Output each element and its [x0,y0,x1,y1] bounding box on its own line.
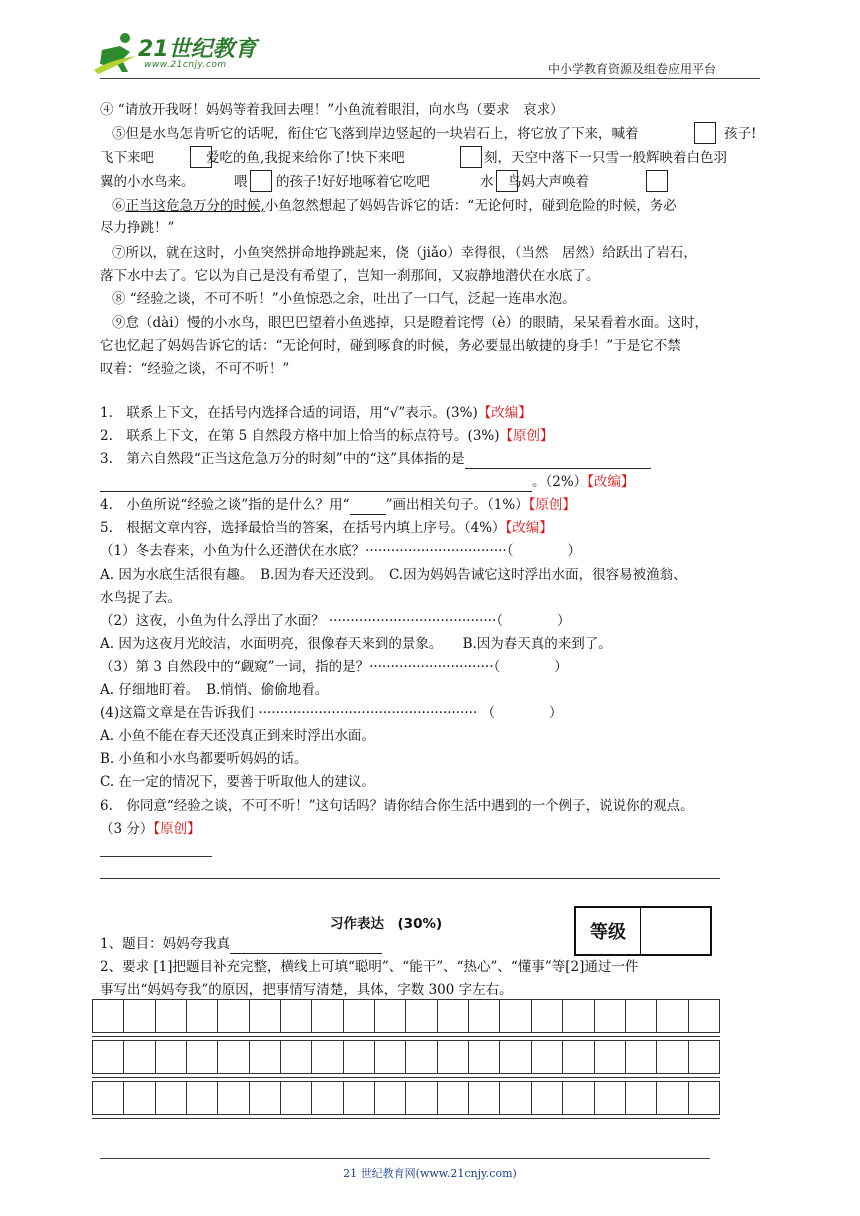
footer-rule [100,1158,710,1159]
paragraph-5-line-2c: 刻，天空中落下一只雪一般辉映着白色羽 [484,150,727,166]
question-2-tag: 【原创】 [499,428,554,444]
paragraph-4: ④ “请放开我呀！妈妈等着我回去哩！”小鱼流着眼泪，向水鸟（要求 哀求） [100,102,564,118]
writing-grid-2[interactable] [92,1040,720,1074]
question-1: 1. 联系上下文，在括号内选择合适的词语，用“√”表示。(3%)【改编】 [100,405,532,421]
question-6-line-2: （3 分）【原创】 [100,821,201,837]
footer-text: 21 世纪教育网(www.21cnjy.com) [343,1167,517,1180]
writing-requirement-line-2: 事写出“妈妈夸我”的原因，把事情写清楚，具体，字数 300 字左右。 [100,982,513,998]
question-5-4-option-c: C. 在一定的情况下，要善于听取他人的建议。 [100,774,375,790]
writing-grid-3[interactable] [92,1081,720,1115]
paragraph-5-line-3a: 翼的小水鸟来。 [100,174,195,190]
writing-title: 习作表达 (30%) [330,916,443,932]
logo-text: 21世纪教育 [138,37,257,62]
paragraph-7-line-2: 落下水中去了。它以为自己是没有希望了，岂知一刹那间，又寂静地潜伏在水底了。 [100,268,600,284]
writing-topic: 1、题目：妈妈夸我真 [100,934,382,954]
punctuation-box-6[interactable] [646,170,668,192]
answer-blank-q3b[interactable] [100,477,532,492]
question-6-tag: 【原创】 [153,821,201,837]
grid-gap-rule-2 [92,1077,720,1078]
question-5: 5. 根据文章内容，选择最恰当的答案，在括号内填上序号。（4%）【改编】 [100,520,553,536]
punctuation-box-3[interactable] [460,146,482,168]
platform-name: 中小学教育资源及组卷应用平台 [548,62,717,76]
grid-row [93,1000,719,1032]
paragraph-9-line-3: 叹着：“经验之谈，不可不听！” [100,361,290,377]
question-5-4-option-b: B. 小鱼和小水鸟都要听妈妈的话。 [100,751,308,767]
underline-sample [350,500,386,515]
paragraph-5-line-3d: 水 [480,174,494,190]
paragraph-8: ⑧ “经验之谈，不可不听！”小鱼惊恐之余，吐出了一口气，泛起一连串水泡。 [112,291,576,307]
punctuation-box-1[interactable] [694,122,716,144]
paragraph-9-line-1: ⑨怠（dài）慢的小水鸟，眼巴巴望着小鱼逃掉，只是瞪着诧愕（è）的眼睛，呆呆看着水面。这时， [112,315,708,331]
paragraph-5-line-2a: 飞下来吧 [100,150,154,166]
paragraph-9-line-2: 它也忆起了妈妈告诉它的话：“无论何时，碰到啄食的时候，务必要显出敏捷的身手！”于是它不禁 [100,338,681,354]
grade-box [574,906,712,956]
runner-logo-icon [92,30,142,76]
question-5-1: （1）冬去春来，小鱼为什么还潜伏在水底？·································（ ） [100,543,581,559]
paragraph-6-line-1: ⑥正当这危急万分的时候,小鱼忽然想起了妈妈告诉它的话：“无论何时，碰到危险的时候，务必 [112,198,677,214]
answer-line-q6b[interactable] [100,878,720,879]
grade-value[interactable] [641,908,710,954]
grade-label: 等级 [576,908,641,954]
answer-line-q6a[interactable] [100,856,212,857]
paragraph-5-line-1: ⑤但是水鸟怎肯听它的话呢，衔住它飞落到岸边竖起的一块岩石上，将它放了下来，喊着 [112,126,639,142]
question-4: 4. 小鱼所说“经验之谈”指的是什么？用“ ”画出相关句子。（1%）【原创】 [100,497,576,513]
header-rule [100,78,760,79]
answer-blank-q3a[interactable] [465,454,651,469]
paragraph-5-line-3e: 鸟妈大声唤着 [508,174,589,190]
grid-row [93,1041,719,1073]
topic-blank[interactable] [230,939,382,954]
grid-gap-rule-1 [92,1036,720,1037]
question-5-4: (4)这篇文章是在告诉我们 ··················································· （ ） [100,705,563,721]
grid-gap-rule-3 [92,1118,720,1119]
question-4-tag: 【原创】 [528,497,576,513]
writing-grid-1[interactable] [92,999,720,1033]
question-5-4-option-a: A. 小鱼不能在春天还没真正到来时浮出水面。 [100,728,375,744]
paragraph-5-line-1-end: 孩子! [724,126,757,142]
question-3-tag: 【改编】 [587,474,635,490]
paragraph-5-line-3c: 的孩子!好好地啄着它吃吧 [276,174,430,190]
question-5-2-options: A. 因为这夜月光皎洁，水面明亮，很像春天来到的景象。 B.因为春天真的来到了。 [100,636,612,652]
paragraph-5-line-2b: 爱吃的鱼,我捉来给你了!快下来吧 [206,150,405,166]
punctuation-box-4[interactable] [250,170,272,192]
question-5-tag: 【改编】 [505,520,553,536]
question-5-1-options: A. 因为水底生活很有趣。 B.因为春天还没到。 C.因为妈妈告诫它这时浮出水面，很容易被渔翁、 [100,567,687,583]
grid-row [93,1082,719,1114]
paragraph-6-line-2: 尽力挣跳！” [100,220,175,236]
question-5-3-options: A. 仔细地盯着。 B.悄悄、偷偷地看。 [100,682,329,698]
writing-requirement-line-1: 2、要求 [1]把题目补充完整，横线上可填“聪明”、“能干”、“热心”、“懂事”等[2]通过一件 [100,959,639,975]
paragraph-5-line-3b: 喂 [234,174,248,190]
paragraph-7-line-1: ⑦所以，就在这时，小鱼突然拼命地挣跳起来，侥（jiǎo）幸得很，（当然 居然）给跃出了岩石， [112,245,697,261]
logo [92,28,262,78]
question-5-1-options-cont: 水鸟捉了去。 [100,590,181,606]
question-3-line-2: 。（2%）【改编】 [100,472,634,492]
question-3: 3. 第六自然段“正当这危急万分的时刻”中的“这”具体指的是 [100,449,651,469]
question-6: 6. 你同意“经验之谈，不可不听！”这句话吗？请你结合你生活中遇到的一个例子，说说你的观点。 [100,798,694,814]
question-5-2: （2）这夜，小鱼为什么浮出了水面？ ·······································（ ） [100,613,571,629]
question-5-3: （3）第 3 自然段中的“觑窥”一词，指的是？·····························（ ） [100,659,568,675]
logo-url: www.21cnjy.com [144,60,227,70]
question-1-tag: 【改编】 [477,405,532,421]
question-2: 2. 联系上下文，在第 5 自然段方格中加上恰当的标点符号。(3%)【原创】 [100,428,554,444]
